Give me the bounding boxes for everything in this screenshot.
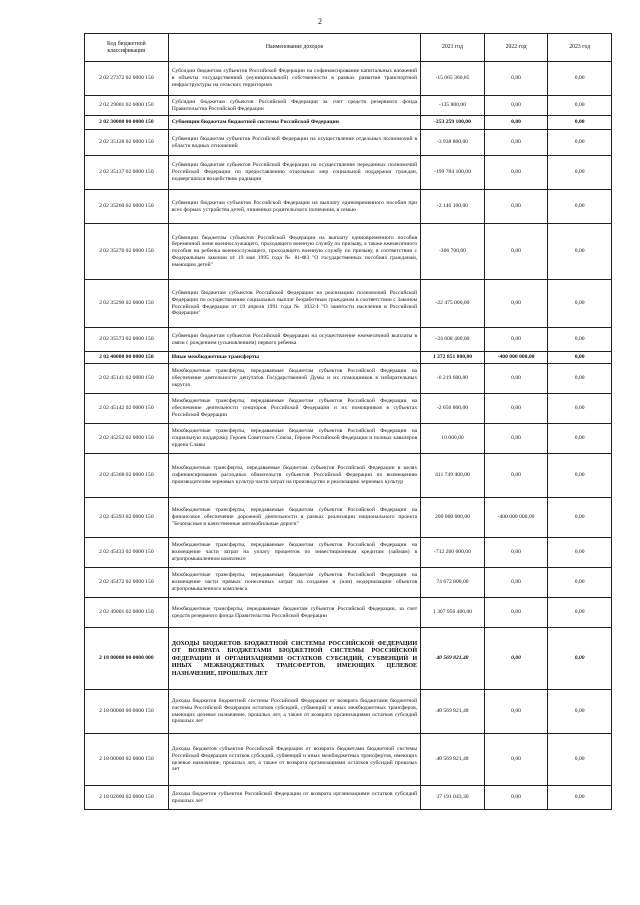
cell-2022: 0,00	[484, 364, 548, 394]
cell-name: ДОХОДЫ БЮДЖЕТОВ БЮДЖЕТНОЙ СИСТЕМЫ РОССИЙСКОЙ ФЕДЕРАЦИИ ОТ ВОЗВРАТА БЮДЖЕТАМИ БЮДЖЕТНОЙ СИСТЕМЫ РОССИЙСКОЙ ФЕДЕРАЦИИ И ОРГАНИЗАЦИЯМИ ОСТАТКОВ СУБСИДИЙ, СУБВЕНЦИЙ И ИНЫХ МЕЖБЮДЖЕТНЫХ ТРАНСФЕРТОВ, ИМЕЮЩИХ ЦЕЛЕВОЕ НАЗНАЧЕНИЕ, ПРОШЛЫХ ЛЕТ	[168, 628, 420, 690]
cell-code: 2 02 49001 02 0000 150	[85, 598, 169, 628]
cell-2023: 0,00	[548, 280, 612, 328]
cell-name: Межбюджетные трансферты, передаваемые бюджетам субъектов Российской Федерации в целях софинансирования расходных обязательств субъектов Российской Федерации по возмещению производителям зерновых культур части затрат на производство и реализацию зерновых культур	[168, 454, 420, 498]
cell-2022: 0,00	[484, 62, 548, 96]
cell-code: 2 02 30000 00 0000 150	[85, 116, 169, 130]
page-number: 2	[318, 17, 322, 26]
cell-2022: 0,00	[484, 130, 548, 156]
cell-2022: 0,00	[484, 280, 548, 328]
table-row	[85, 568, 612, 598]
cell-code: 2 02 35290 02 0000 150	[85, 280, 169, 328]
cell-name: Субвенции бюджетам субъектов Российской Федерации на осуществление переданных полномочий Российской Федерации по предоставлению отдельных мер социальной поддержки граждан, подвергшихся воздействию радиации	[168, 156, 420, 190]
cell-2021: -306 700,00	[421, 224, 485, 280]
cell-name: Доходы бюджетов субъектов Российской Федерации от возврата организациями остатков субсидий прошлых лет	[168, 786, 420, 810]
cell-2023: 0,00	[548, 628, 612, 690]
cell-2023: 0,00	[548, 498, 612, 538]
cell-name: Субвенции бюджетам бюджетной системы Российской Федерации	[168, 116, 420, 130]
cell-code: 2 02 27372 02 0000 150	[85, 62, 169, 96]
cell-2021: 37 191 043,30	[421, 786, 485, 810]
cell-code: 2 02 35128 02 0000 150	[85, 130, 169, 156]
cell-code: 2 02 29001 02 0000 150	[85, 96, 169, 116]
cell-2023: 0,00	[548, 62, 612, 96]
cell-2022: 0,00	[484, 224, 548, 280]
table-row	[85, 130, 612, 156]
cell-name: Доходы бюджетов субъектов Российской Федерации от возврата бюджетами бюджетной системы Российской Федерации остатков субсидий, субвенций и иных межбюджетных трансфертов, имеющих целевое назначение, прошлых лет, а также от возврата организациями остатков субсидий прошлых лет	[168, 734, 420, 786]
cell-2021: 1 272 851 800,00	[421, 352, 485, 364]
cell-code: 2 02 35573 02 0000 150	[85, 328, 169, 352]
cell-2023: 0,00	[548, 364, 612, 394]
cell-2023: 0,00	[548, 394, 612, 424]
cell-2023: 0,00	[548, 116, 612, 130]
cell-2021: 411 749 400,00	[421, 454, 485, 498]
cell-2023: 0,00	[548, 690, 612, 734]
cell-2021: -6 219 600,00	[421, 364, 485, 394]
table-row	[85, 96, 612, 116]
cell-2023: 0,00	[548, 328, 612, 352]
header-2021: 2021 год	[421, 34, 485, 62]
table-row	[85, 628, 612, 690]
cell-2022: 0,00	[484, 116, 548, 130]
cell-name: Межбюджетные трансферты, передаваемые бюджетам субъектов Российской Федерации на возмещение части прямых понесенных затрат на создание и (или) модернизацию объектов агропромышленного комплекса	[168, 568, 420, 598]
table-row	[85, 328, 612, 352]
cell-code: 2 02 45433 02 0000 150	[85, 538, 169, 568]
table-row	[85, 394, 612, 424]
cell-2021: 10 000,00	[421, 424, 485, 454]
cell-code: 2 02 45368 02 0000 150	[85, 454, 169, 498]
cell-2022: 0,00	[484, 734, 548, 786]
cell-code: 2 02 45252 02 0000 150	[85, 424, 169, 454]
cell-code: 2 02 35137 02 0000 150	[85, 156, 169, 190]
cell-2022: 0,00	[484, 424, 548, 454]
cell-2022: 0,00	[484, 156, 548, 190]
cell-2023: 0,00	[548, 454, 612, 498]
cell-name: Субвенции бюджетам субъектов Российской Федерации на осуществление отдельных полномочий в области водных отношений	[168, 130, 420, 156]
cell-code: 2 02 45141 02 0000 150	[85, 364, 169, 394]
table-row	[85, 364, 612, 394]
cell-name: Иные межбюджетные трансферты	[168, 352, 420, 364]
header-2023: 2023 год	[548, 34, 612, 62]
cell-2022: 0,00	[484, 328, 548, 352]
cell-2023: 0,00	[548, 538, 612, 568]
table-row	[85, 190, 612, 224]
cell-2021: -22 475 000,00	[421, 280, 485, 328]
table-row	[85, 498, 612, 538]
cell-2023: 0,00	[548, 734, 612, 786]
cell-name: Субвенции бюджетам субъектов Российской Федерации на осуществление ежемесячной выплаты в связи с рождением (усыновлением) первого ребенка	[168, 328, 420, 352]
cell-2022: 0,00	[484, 190, 548, 224]
cell-name: Субсидии бюджетам субъектов Российской Федерации на софинансирование капитальных вложений в объекты государственной (муниципальной) собственности в рамках развития транспортной инфраструктуры на сельских территориях	[168, 62, 420, 96]
cell-2023: 0,00	[548, 598, 612, 628]
cell-2023: 0,00	[548, 786, 612, 810]
cell-2023: 0,00	[548, 424, 612, 454]
cell-name: Межбюджетные трансферты, передаваемые бюджетам субъектов Российской Федерации на финансовое обеспечение дорожной деятельности в рамках реализации национального проекта "Безопасные и качественные автомобильные дороги"	[168, 498, 420, 538]
table-row	[85, 454, 612, 498]
cell-2021: 1 307 950 400,00	[421, 598, 485, 628]
cell-name: Субвенции бюджетам субъектов Российской Федерации на выплату единовременного пособия при всех формах устройства детей, лишенных родительского попечения, в семью	[168, 190, 420, 224]
header-2022: 2022 год	[484, 34, 548, 62]
table-row	[85, 690, 612, 734]
cell-name: Межбюджетные трансферты, передаваемые бюджетам субъектов Российской Федерации на социальную поддержку Героев Советского Союза, Героев Российской Федерации и полных кавалеров ордена Славы	[168, 424, 420, 454]
cell-code: 2 02 35270 02 0000 150	[85, 224, 169, 280]
table-row	[85, 62, 612, 96]
header-name: Наименование доходов	[168, 34, 420, 62]
cell-code: 2 02 35260 02 0000 150	[85, 190, 169, 224]
header-code: Код бюджетной классификации	[85, 34, 169, 62]
cell-name: Межбюджетные трансферты, передаваемые бюджетам субъектов Российской Федерации, за счет средств резервного фонда Правительства Российской Федерации	[168, 598, 420, 628]
table-row	[85, 280, 612, 328]
cell-code: 2 02 40000 00 0000 150	[85, 352, 169, 364]
cell-2023: 0,00	[548, 96, 612, 116]
table-row	[85, 598, 612, 628]
cell-name: Доходы бюджетов бюджетной системы Российской Федерации от возврата бюджетами бюджетной системы Российской Федерации остатков субсидий, субвенций и иных межбюджетных трансферов, имеющих целевое назначение, прошлых лет, а также от возврата организациями остатков субсидий прошлых лет	[168, 690, 420, 734]
cell-2021: 40 569 821,48	[421, 734, 485, 786]
cell-2022: 0,00	[484, 786, 548, 810]
cell-2023: 0,00	[548, 224, 612, 280]
cell-2021: -712 260 600,00	[421, 538, 485, 568]
cell-2023: 0,00	[548, 352, 612, 364]
table-row	[85, 116, 612, 130]
cell-2023: 0,00	[548, 156, 612, 190]
cell-2021: -199 784 100,00	[421, 156, 485, 190]
cell-name: Субвенции бюджетам субъектов Российской Федерации на реализацию полномочий Российской Федерации по осуществлению социальных выплат безработным гражданам в соответствии с Законом Российской Федерации от 19 апреля 1991 года № 1032-I "О занятости населения в Российской Федерации"	[168, 280, 420, 328]
cell-2023: 0,00	[548, 190, 612, 224]
cell-2022: 0,00	[484, 454, 548, 498]
table-row	[85, 224, 612, 280]
cell-2022: -400 000 000,00	[484, 498, 548, 538]
cell-2022: 0,00	[484, 628, 548, 690]
cell-2021: 200 000 000,00	[421, 498, 485, 538]
cell-2022: 0,00	[484, 394, 548, 424]
cell-code: 2 18 00000 00 0000 000	[85, 628, 169, 690]
cell-2022: 0,00	[484, 568, 548, 598]
cell-name: Межбюджетные трансферты, передаваемые бюджетам субъектов Российской Федерации на обеспечение деятельности сенаторов Российской Федерации и их помощников в субъектах Российской Федерации	[168, 394, 420, 424]
cell-2022: 0,00	[484, 690, 548, 734]
table-row	[85, 538, 612, 568]
cell-code: 2 02 45472 02 0000 150	[85, 568, 169, 598]
cell-2021: -15 065 360,85	[421, 62, 485, 96]
cell-2021: -253 259 100,00	[421, 116, 485, 130]
cell-2022: -400 000 000,00	[484, 352, 548, 364]
table-row	[85, 352, 612, 364]
cell-2021: -2 146 100,00	[421, 190, 485, 224]
table-header-row	[85, 34, 612, 62]
cell-code: 2 02 45393 02 0000 150	[85, 498, 169, 538]
cell-code: 2 18 00000 00 0000 150	[85, 690, 169, 734]
cell-2023: 0,00	[548, 130, 612, 156]
cell-2022: 0,00	[484, 96, 548, 116]
revenue-table	[84, 33, 612, 810]
cell-name: Субсидии бюджетам субъектов Российской Федерации за счет средств резервного фонда Правительства Российской Федерации	[168, 96, 420, 116]
table-body	[85, 62, 612, 810]
cell-2022: 0,00	[484, 598, 548, 628]
table-row	[85, 786, 612, 810]
table-row	[85, 424, 612, 454]
cell-code: 2 18 02000 02 0000 150	[85, 786, 169, 810]
cell-2021: -135 800,00	[421, 96, 485, 116]
cell-2021: -3 938 800,00	[421, 130, 485, 156]
cell-name: Межбюджетные трансферты, передаваемые бюджетам субъектов Российской Федерации на обеспечение деятельности депутатов Государственной Думы и их помощников в избирательных округах	[168, 364, 420, 394]
cell-2022: 0,00	[484, 538, 548, 568]
cell-2023: 0,00	[548, 568, 612, 598]
cell-2021: 74 672 800,00	[421, 568, 485, 598]
cell-name: Межбюджетные трансферты, передаваемые бюджетам субъектов Российской Федерации на возмещение части затрат на уплату процентов по инвестиционным кредитам (займам) в агропромышленном комплексе	[168, 538, 420, 568]
cell-name: Субвенции бюджетам субъектов Российской Федерации на выплату единовременного пособия беременной жене военнослужащего, проходящего военную службу по призыву, а также ежемесячного пособия на ребенка военнослужащего, проходящего военную службу по призыву, в соответствии с Федеральным законом от 19 мая 1995 года № 81-ФЗ "О государственных пособиях гражданам, имеющим детей"	[168, 224, 420, 280]
table-row	[85, 156, 612, 190]
cell-2021: 40 569 821,48	[421, 628, 485, 690]
cell-2021: 40 569 821,48	[421, 690, 485, 734]
cell-code: 2 18 00000 02 0000 150	[85, 734, 169, 786]
cell-2021: -24 608 400,00	[421, 328, 485, 352]
cell-2021: -2 050 800,00	[421, 394, 485, 424]
table-row	[85, 734, 612, 786]
cell-code: 2 02 45142 02 0000 150	[85, 394, 169, 424]
